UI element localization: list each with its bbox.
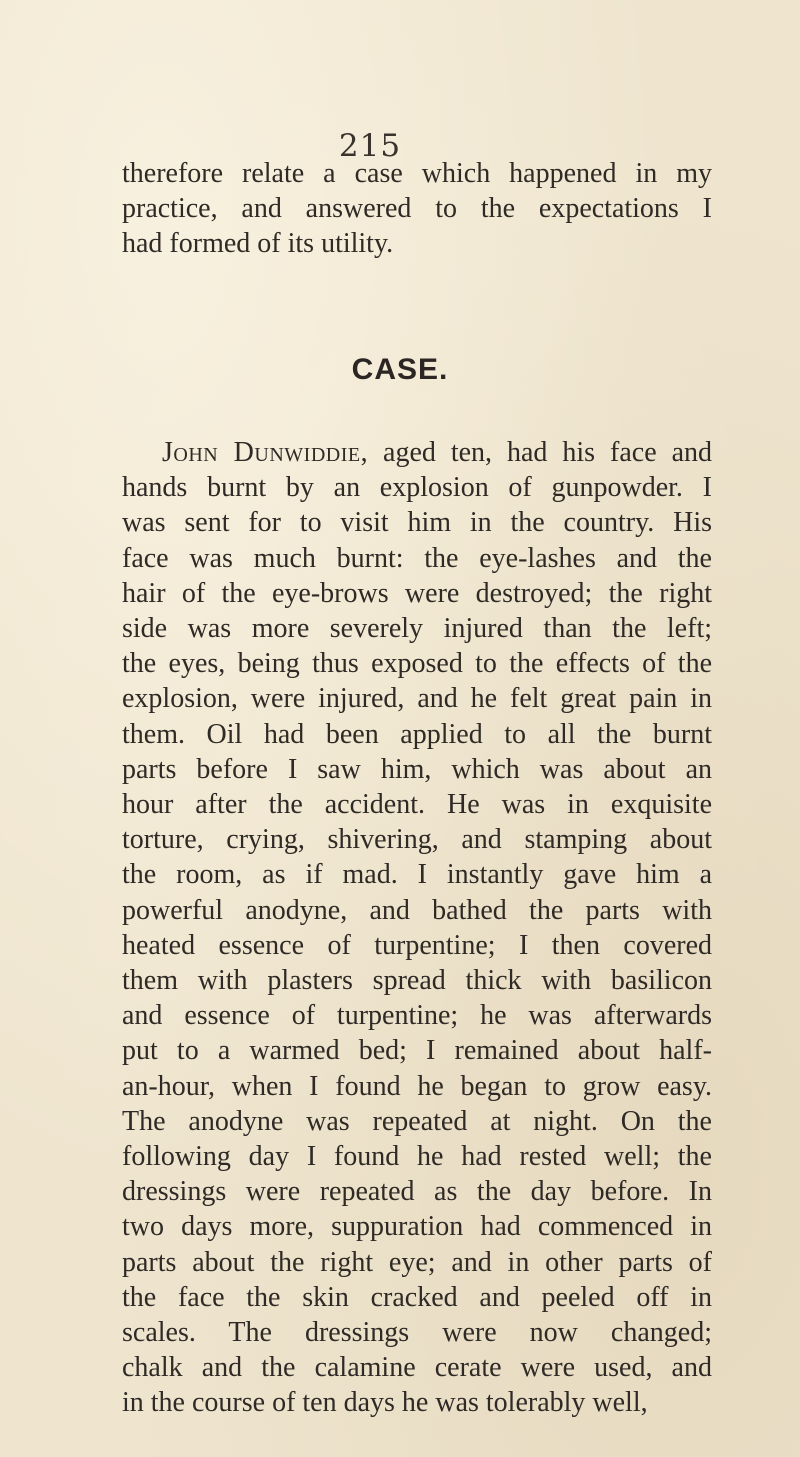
text-line: hour after the accident. He was in exquisite	[122, 789, 712, 821]
text-line: had formed of its utility.	[122, 228, 394, 260]
text-line: face was much burnt: the eye-lashes and the	[122, 542, 712, 574]
text-line: two days more, suppuration had commenced in	[122, 1211, 712, 1243]
text-line: explosion, were injured, and he felt great pain in	[122, 683, 712, 715]
text-line: and essence of turpentine; he was afterwards	[122, 1000, 712, 1032]
text-line: dressings were repeated as the day before. In	[122, 1176, 712, 1208]
text-line: hands burnt by an explosion of gunpowder. I	[122, 472, 712, 504]
text-line: them with plasters spread thick with basilicon	[122, 965, 712, 997]
text-line: put to a warmed bed; I remained about half-	[122, 1035, 712, 1067]
text-line: the room, as if mad. I instantly gave him a	[122, 859, 712, 891]
text-line: heated essence of turpentine; I then covered	[122, 929, 712, 961]
text-line-first	[122, 435, 712, 470]
text-line: was sent for to visit him in the country. His	[122, 507, 712, 539]
text-line: parts before I saw him, which was about an	[122, 753, 712, 785]
page-number: 215	[338, 128, 402, 164]
text-line: them. Oil had been applied to all the burnt	[122, 718, 712, 750]
text-line: torture, crying, shivering, and stamping about	[122, 824, 712, 856]
text-line: practice, and answered to the expectations I	[122, 193, 712, 225]
text-line: following day I found he had rested well; the	[122, 1141, 712, 1173]
text-line: therefore relate a case which happened in my	[122, 158, 712, 189]
text-line: powerful anodyne, and bathed the parts with	[122, 894, 712, 926]
text-line: an-hour, when I found he began to grow easy.	[122, 1070, 712, 1102]
text-line: side was more severely injured than the left;	[122, 613, 712, 645]
text-line: hair of the eye-brows were destroyed; the right	[122, 577, 712, 609]
case-heading: CASE.	[351, 353, 449, 386]
text-line: the face the skin cracked and peeled off in	[122, 1281, 712, 1313]
text-line: in the course of ten days he was tolerably well,	[122, 1387, 648, 1419]
intro-paragraph	[122, 156, 712, 262]
text-line: the eyes, being thus exposed to the effects of the	[122, 648, 712, 680]
patient-name: John Dunwiddie,	[162, 437, 369, 468]
text-line: chalk and the calamine cerate were used, and	[122, 1352, 712, 1384]
case-paragraph	[122, 435, 712, 1421]
first-line-rest: aged ten, had his face and	[368, 437, 713, 468]
text-line: parts about the right eye; and in other parts of	[122, 1246, 712, 1278]
text-line: The anodyne was repeated at night. On the	[122, 1105, 712, 1137]
text-line: scales. The dressings were now changed;	[122, 1317, 712, 1349]
